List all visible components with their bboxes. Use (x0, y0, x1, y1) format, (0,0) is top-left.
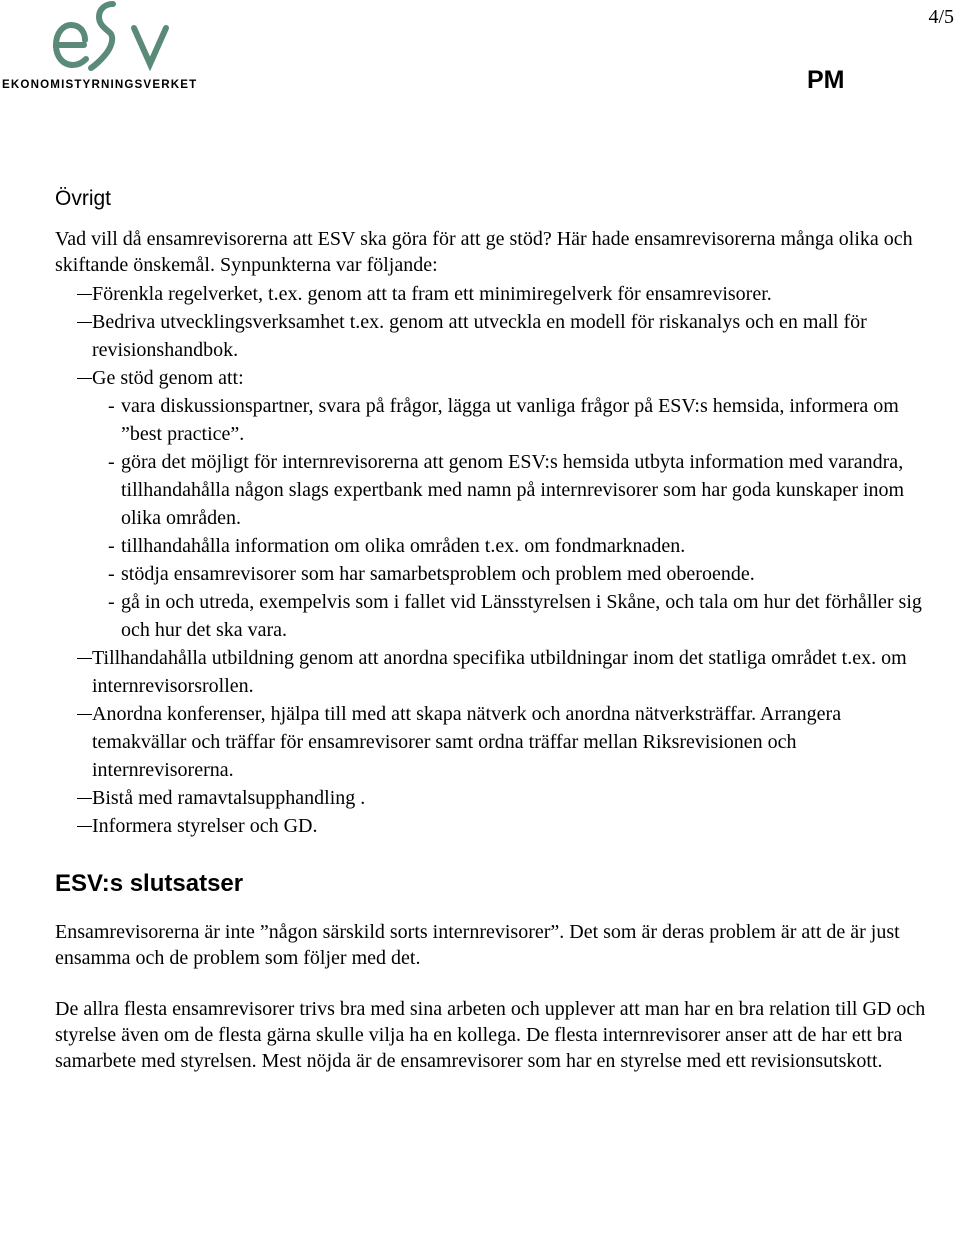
conclusion-paragraph-1: Ensamrevisorerna är inte ”någon särskild sorts internrevisorer”. Det som är deras problem är att de är just ensamma och de problem som följer med det. (55, 921, 900, 969)
bullet-item-support (55, 364, 935, 644)
page-number: 4/5 (928, 6, 954, 28)
conclusion-paragraph-2: De allra flesta ensamrevisorer trivs bra med sina arbeten och upplever att man har en bra relation till GD och styrelse även om de flesta gärna skulle vilja ha en kollega. De flesta internrevisorer anser att de har ett bra samarbete med styrelsen. Mest nöjda är de ensamrevisorer som har en styrelse med ett revisionsutskott. (55, 998, 926, 1072)
bullet-item: Anordna konferenser, hjälpa till med att skapa nätverk och anordna nätverksträffar. Arrangera temakvällar och träffar för ensamrevisorer samt ordna träffar mellan Riksrevisionen och internrevisorerna. (55, 700, 935, 784)
logo-wordmark: EKONOMISTYRNINGSVERKET (2, 78, 198, 91)
section-heading-slutsatser: ESV:s slutsatser (55, 870, 244, 897)
bullet-item: Förenkla regelverket, t.ex. genom att ta fram ett minimiregelverk för ensamrevisorer. (55, 280, 935, 308)
support-sublist (92, 392, 935, 644)
sub-bullet-item: - tillhandahålla information om olika områden t.ex. om fondmarknaden. (92, 532, 935, 560)
sub-bullet-item: - göra det möjligt för internrevisorerna att genom ESV:s hemsida utbyta information med varandra, tillhandahålla någon slags expertbank med namn på internrevisorer som har goda kunskaper inom olika områden. (92, 448, 935, 532)
esv-logo-mark (0, 0, 220, 80)
bullet-item-text: Ge stöd genom att: (92, 367, 244, 389)
bullet-item: Bedriva utvecklingsverksamhet t.ex. genom att utveckla en modell för riskanalys och en mall för revisionshandbok. (55, 308, 935, 364)
sub-bullet-item: - vara diskussionspartner, svara på frågor, lägga ut vanliga frågor på ESV:s hemsida, informera om ”best practice”. (92, 392, 935, 448)
sub-bullet-item: - stödja ensamrevisorer som har samarbetsproblem och problem med oberoende. (92, 560, 935, 588)
document-type: PM (807, 66, 845, 94)
wishes-list (55, 280, 935, 840)
intro-paragraph: Vad vill då ensamrevisorerna att ESV ska göra för att ge stöd? Här hade ensamrevisorerna många olika och skiftande önskemål. Synpunkterna var följande: (55, 228, 913, 276)
document-body (55, 184, 935, 1074)
esv-logo (0, 0, 220, 100)
bullet-item: Tillhandahålla utbildning genom att anordna specifika utbildningar inom det statliga området t.ex. om internrevisorsrollen. (55, 644, 935, 700)
section-heading-ovrigt: Övrigt (55, 187, 112, 210)
bullet-item: Informera styrelser och GD. (55, 812, 935, 840)
bullet-item: Bistå med ramavtalsupphandling . (55, 784, 935, 812)
sub-bullet-item: - gå in och utreda, exempelvis som i fallet vid Länsstyrelsen i Skåne, och tala om hur det förhåller sig och hur det ska vara. (92, 588, 935, 644)
